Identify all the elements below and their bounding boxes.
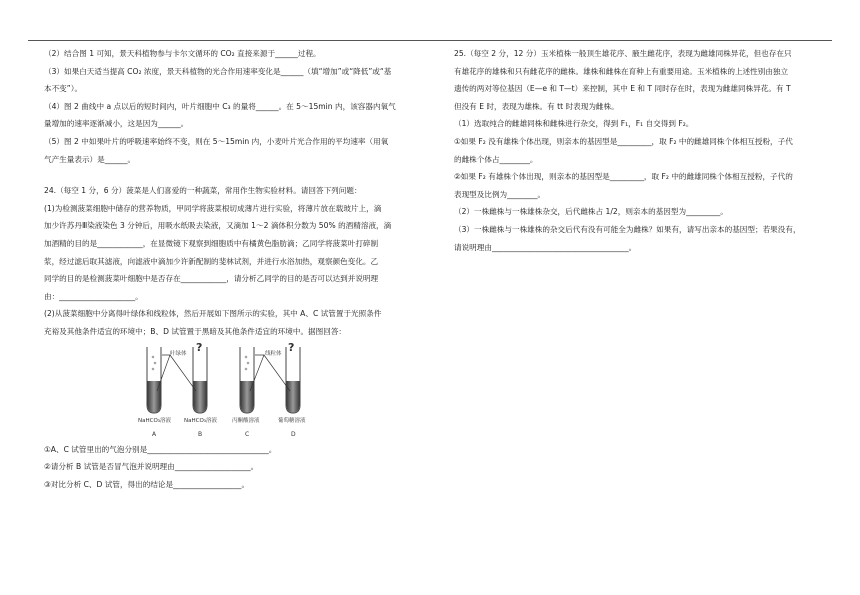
tube-b-letter: B: [198, 430, 203, 438]
q25-intro-line: 遗传的两对等位基因（E—e 和 T—t）来控制，其中 E 和 T 同时存在时，表现为雌雄同株异花。有 T: [454, 84, 791, 94]
q23-line: （4）图 2 曲线中 a 点以后的短时间内，叶片细胞中 C₃ 的量将______。在 5～15min 内，该容器内氧气: [44, 101, 396, 111]
q24-part2-line: (2)从菠菜细胞中分离得叶绿体和线粒体，然后开展如下图所示的实验，其中 A、C 试管置于光照条件: [44, 309, 382, 319]
q24-subquestion: ②请分析 B 试管是否冒气泡并说明理由____________________。: [44, 462, 259, 472]
tube-d: [286, 347, 300, 413]
q25-intro-line: 但没有 E 时，表现为雄株。有 tt 时表现为雌株。: [454, 101, 619, 111]
tube-b-solution: NaHCO₃溶液: [184, 417, 217, 424]
q23-line: 气产生量表示）是______。: [44, 154, 136, 164]
question-mark-b: ?: [196, 340, 203, 354]
q25-part1-line: （1）选取纯合的雌雄同株和雌株进行杂交，得到 F₁，F₁ 自交得到 F₂。: [454, 119, 694, 129]
question-mark-d: ?: [288, 340, 295, 354]
test-tube-figure: [44, 341, 424, 441]
q24-subquestion: ①A、C 试管里出的气泡分别是________________________________。: [44, 444, 277, 454]
q25-part2-line: （2）一株雌株与一株雄株杂交，后代雌株占 1/2，则亲本的基因型为_________。: [454, 207, 728, 217]
q24-part2-line: 充裕及其他条件适宜的环境中；B、D 试管置于黑暗及其他条件适宜的环境中。据图回答：: [44, 326, 347, 336]
q25-part1-line: 表现型及比例为________。: [454, 189, 546, 199]
q24-part1-line: 浆，经过滤后取其滤液，向滤液中滴加少许新配制的斐林试剂，并进行水浴加热，观察颜色变化。乙: [44, 256, 379, 266]
tube-a: [147, 347, 161, 413]
q24-part1-line: 由：____________________。: [44, 291, 143, 301]
q23-line: （5）图 2 中如果叶片的呼吸速率始终不变，则在 5～15min 内，小麦叶片光合作用的平均速率（用氧: [44, 136, 389, 146]
q24-subquestion: ③对比分析 C、D 试管，得出的结论是__________________。: [44, 479, 250, 489]
tube-d-letter: D: [291, 430, 296, 438]
q24-part1-line: 加少许苏丹Ⅲ染液染色 3 分钟后，用吸水纸吸去染液，又滴加 1～2 滴体积分数为 50% 的酒精溶液，滴: [44, 221, 392, 231]
q23-line: （2）结合图 1 可知，景天科植物参与卡尔文循环的 CO₂ 直接来源于______过程。: [44, 49, 321, 58]
q23-line: 本不变”）。: [44, 84, 83, 94]
q24-heading: 24.（每空 1 分，6 分）菠菜是人们喜爱的一种蔬菜，常用作生物实验材料。请回答下列问题：: [44, 186, 362, 196]
leader-lines: [157, 355, 290, 391]
q25-part1-line: 的雌株个体占________。: [454, 154, 538, 164]
tube-a-letter: A: [152, 430, 157, 438]
tube-a-solution: NaHCO₃溶液: [138, 417, 171, 424]
tube-c: [240, 347, 254, 413]
q25-part3-line: 请说明理由____________________________________。: [454, 242, 637, 252]
q25-part1-line: ②如果 F₂ 有雄株个体出现，则亲本的基因型是_________，取 F₂ 中的雌雄同株个体相互授粉，子代的: [454, 172, 793, 182]
tube-b: [193, 347, 207, 413]
test-tube-drawing: [44, 341, 424, 441]
q25-part1-line: ①如果 F₂ 没有雄株个体出现，则亲本的基因型是_________，取 F₂ 中的雌雄同株个体相互授粉，子代: [454, 136, 793, 146]
q24-part1-line: 加酒精的目的是____________，在显微镜下观察到细胞质中有橘黄色脂肪滴；乙同学将菠菜叶打碎制: [44, 238, 379, 248]
tube-d-solution: 葡萄糖溶液: [278, 417, 306, 424]
q24-part1-line: 同学的目的是检测菠菜叶细胞中是否存在____________，请分析乙同学的目的是否可以达到并说明理: [44, 274, 379, 284]
q24-part1-line: (1)为检测菠菜细胞中储存的营养物质，甲同学将菠菜根切成薄片进行实验，将薄片放在载玻片上，滴: [44, 203, 382, 213]
tube-c-letter: C: [245, 430, 250, 438]
mitochondria-label: 线粒体: [265, 350, 282, 357]
q25-part3-line: （3）一株雌株与一株雄株的杂交后代有没有可能全为雌株？如果有，请写出亲本的基因型；若果没有，: [454, 224, 801, 234]
chloroplast-label: 叶绿体: [170, 350, 187, 357]
q25-intro-line: 有雄花序的雄株和只有雌花序的雌株。雄株和雌株在育种上有重要用途。玉米植株的上述性别由独立: [454, 66, 789, 76]
q23-line: （3）如果白天适当提高 CO₂ 浓度，景天科植物的光合作用速率变化是______（填“增加”或“降低”或“基: [44, 66, 392, 76]
left-column: [44, 45, 424, 493]
q23-line: 量增加的速率逐渐减小，这是因为______。: [44, 119, 189, 129]
tube-c-solution: 丙酮酸溶液: [232, 417, 260, 424]
header-rule: [28, 40, 832, 41]
q25-intro-line: 25.（每空 2 分，12 分）玉米植株一般顶生雄花序、腋生雌花序，表现为雌雄同株异花，但也存在只: [454, 49, 792, 58]
right-column: [454, 45, 824, 256]
